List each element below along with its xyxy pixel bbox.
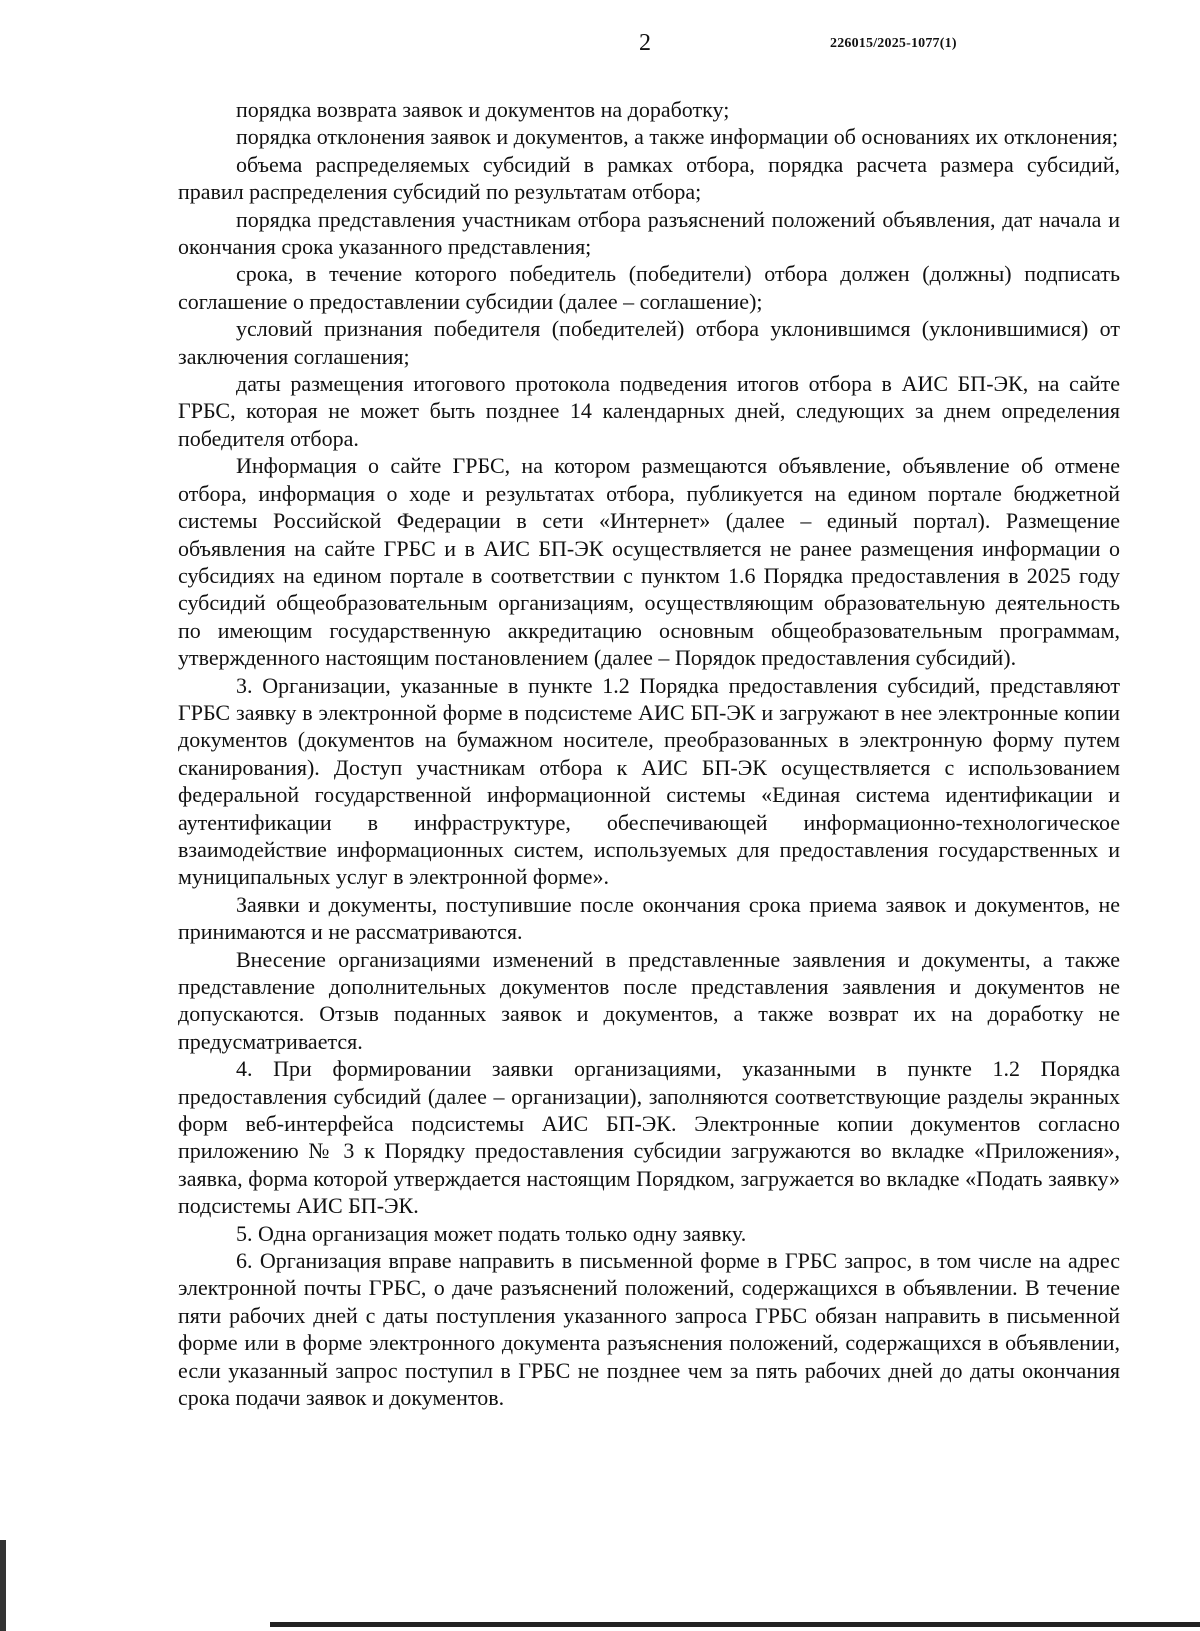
paragraph-late-applications: Заявки и документы, поступившие после окончания срока приема заявок и документов, не принимаются и не рассматриваются. xyxy=(178,891,1120,945)
paragraph-item-5: 5. Одна организация может подать только одну заявку. xyxy=(236,1220,747,1246)
paragraph-protocol-date: даты размещения итогового протокола подведения итогов отбора в АИС БП-ЭК, на сайте ГРБС, которая не может быть позднее 14 календарных дней, следующих за днем определения победителя отбора. xyxy=(178,371,1120,451)
paragraph-agreement-term: срока, в течение которого победитель (победители) отбора должен (должны) подписать соглашение о предоставлении субсидии (далее – соглашение); xyxy=(178,261,1120,314)
paragraph-clarifications: порядка представления участникам отбора разъяснений положений объявления, дат начала и окончания срока указанного представления; xyxy=(178,206,1120,260)
paragraph-return-order: порядка возврата заявок и документов на доработку; xyxy=(236,97,730,122)
page-number: 2 xyxy=(639,30,651,56)
paragraph-item-3: 3. Организации, указанные в пункте 1.2 Порядка предоставления субсидий, представляют ГРБС заявку в электронной форме в подсистеме АИС БП-ЭК и загружают в нее электронные копии документов (документов на бумажном носителе, преобразованных в электронную форму путем сканирования). Доступ участникам отбора к АИС БП-ЭК осуществляется с использованием федеральной государственной информационной системы «Единая система идентификации и аутентификации в инфраструктуре, обеспечивающей информационно-технологическое взаимодействие информационных систем, используемых для предоставления государственных и муниципальных услуг в электронной форме». xyxy=(178,672,1120,890)
paragraph-evasion-conditions: условий признания победителя (победителей) отбора уклонившимся (уклонившимися) от заключения соглашения; xyxy=(178,316,1120,369)
document-body xyxy=(178,96,1120,1412)
paragraph-subsidy-volume: объема распределяемых субсидий в рамках отбора, порядка расчета размера субсидий, правил распределения субсидий по результатам отбора; xyxy=(178,151,1120,205)
paragraph-site-info: Информация о сайте ГРБС, на котором размещаются объявление, объявление об отмене отбора, информация о ходе и результатах отбора, публикуется на едином портале бюджетной системы Российской Федерации в сети «Интернет» (далее – единый портал). Размещение объявления на сайте ГРБС и в АИС БП-ЭК осуществляется не ранее размещения информации о субсидиях на едином портале в соответствии с пунктом 1.6 Порядка предоставления в 2025 году субсидий общеобразовательным организациям, осуществляющим образовательную деятельность по имеющим государственную аккредитацию основным общеобразовательным программам, утвержденного настоящим постановлением (далее – Порядок предоставления субсидий). xyxy=(178,453,1120,671)
bottom-scan-line xyxy=(270,1622,1200,1627)
paragraph-no-changes: Внесение организациями изменений в представленные заявления и документы, а также представление дополнительных документов после представления заявления и документов не допускаются. Отзыв поданных заявок и документов, а также возврат их на доработку не предусматривается. xyxy=(178,946,1120,1054)
paragraph-item-6: 6. Организация вправе направить в письменной форме в ГРБС запрос, в том числе на адрес электронной почты ГРБС, о даче разъяснений положений, содержащихся в объявлении. В течение пяти рабочих дней с даты поступления указанного запроса ГРБС обязан направить в письменной форме или в форме электронного документа разъяснения положений, содержащихся в объявлении, если указанный запрос поступил в ГРБС не позднее чем за пять рабочих дней до даты окончания срока подачи заявок и документов. xyxy=(178,1248,1120,1411)
document-number: 226015/2025-1077(1) xyxy=(830,36,957,51)
paragraph-rejection-order: порядка отклонения заявок и документов, а также информации об основаниях их отклонения; xyxy=(236,124,1119,150)
scan-edge-mark xyxy=(0,1540,6,1631)
paragraph-item-4: 4. При формировании заявки организациями, указанными в пункте 1.2 Порядка предоставления субсидий (далее – организации), заполняются соответствующие разделы экранных форм веб-интерфейса подсистемы АИС БП-ЭК. Электронные копии документов согласно приложению № 3 к Порядку предоставления субсидии загружаются во вкладке «Приложения», заявка, форма которой утверждается настоящим Порядком, загружается во вкладке «Подать заявку» подсистемы АИС БП-ЭК. xyxy=(178,1056,1120,1219)
